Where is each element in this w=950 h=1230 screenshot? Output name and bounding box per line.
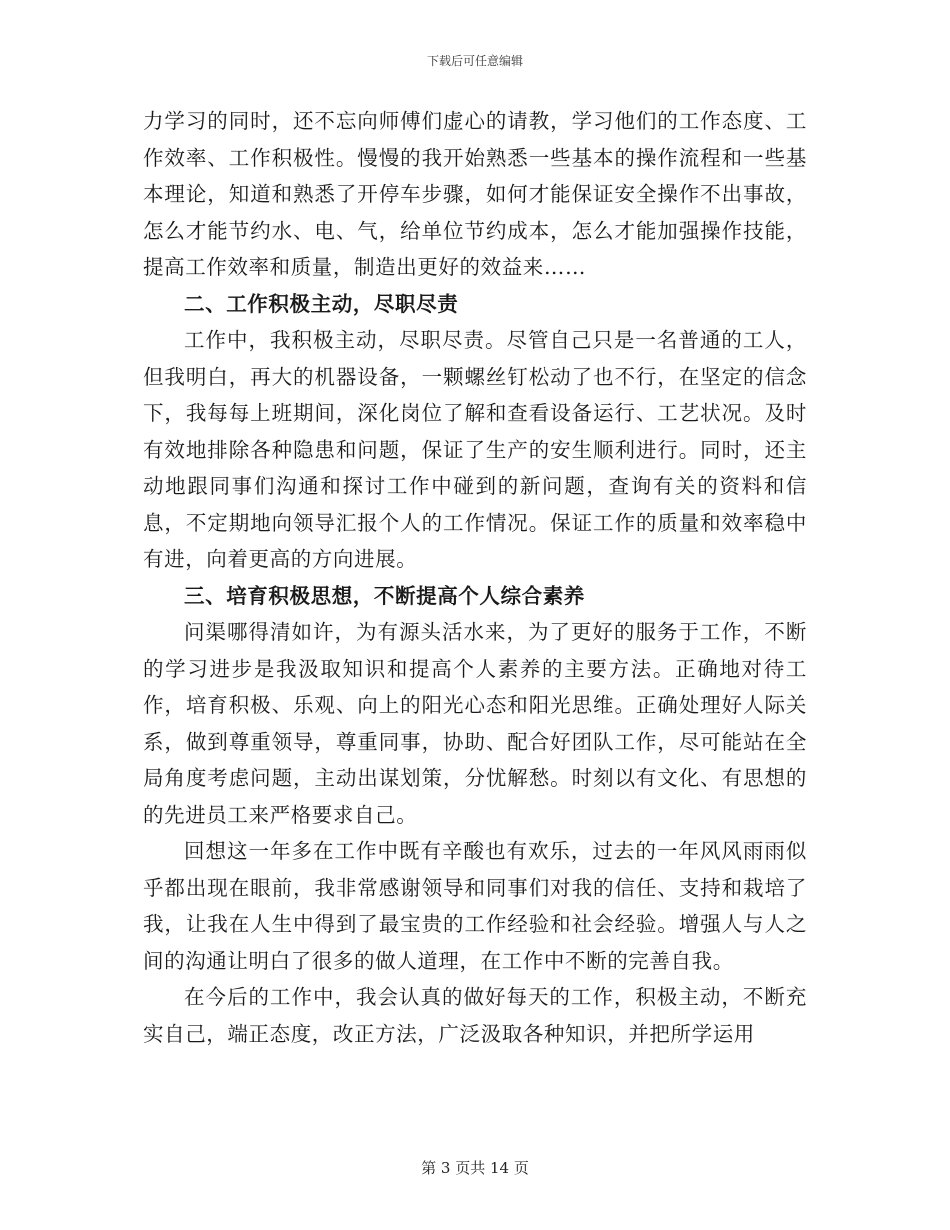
page-footer: 第 3 页共 14 页 (421, 1159, 529, 1177)
section-heading-3: 三、培育积极思想，不断提高个人综合素养 (184, 583, 585, 608)
document-body (143, 103, 807, 1052)
paragraph-reflection: 回想这一年多在工作中既有辛酸也有欢乐，过去的一年风风雨雨似乎都出现在眼前，我非常感谢领导和同事们对我的信任、支持和栽培了我，让我在人生中得到了最宝贵的工作经验和社会经验。增强人与人之间的沟通让明白了很多的做人道理，在工作中不断的完善自我。 (143, 839, 807, 973)
paragraph-self-improvement: 问渠哪得清如许，为有源头活水来，为了更好的服务于工作，不断的学习进步是我汲取知识和提高个人素养的主要方法。正确地对待工作，培育积极、乐观、向上的阳光心态和阳光思维。正确处理好人际关系，做到尊重领导，尊重同事，协助、配合好团队工作，尽可能站在全局角度考虑问题，主动出谋划策，分忧解愁。时刻以有文化、有思想的的先进员工来严格要求自己。 (143, 620, 807, 827)
page-header: 下载后可任意编辑 (426, 54, 523, 68)
paragraph-continuation: 力学习的同时，还不忘向师傅们虚心的请教，学习他们的工作态度、工作效率、工作积极性。慢慢的我开始熟悉一些基本的操作流程和一些基本理论，知道和熟悉了开停车步骤，如何才能保证安全操作不出事故，怎么才能节约水、电、气，给单位节约成本，怎么才能加强操作技能，提高工作效率和质量，制造出更好的效益来…… (143, 109, 807, 279)
paragraph-work-initiative: 工作中，我积极主动，尽职尽责。尽管自己只是一名普通的工人，但我明白，再大的机器设备，一颗螺丝钉松动了也不行，在坚定的信念下，我每每上班期间，深化岗位了解和查看设备运行、工艺状况。及时有效地排除各种隐患和问题，保证了生产的安生顺利进行。同时，还主动地跟同事们沟通和探讨工作中碰到的新问题，查询有关的资料和信息，不定期地向领导汇报个人的工作情况。保证工作的质量和效率稳中有进，向着更高的方向进展。 (143, 328, 807, 571)
section-heading-2: 二、工作积极主动，尽职尽责 (184, 291, 459, 316)
paragraph-future-work: 在今后的工作中，我会认真的做好每天的工作，积极主动，不断充实自己，端正态度，改正方法，广泛汲取各种知识，并把所学运用 (143, 985, 807, 1046)
